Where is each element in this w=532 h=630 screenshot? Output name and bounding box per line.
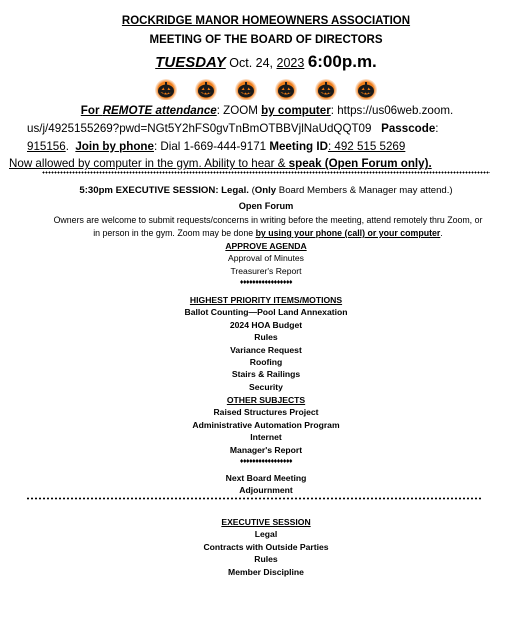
- approve-agenda-section: [0, 240, 532, 290]
- jack-o-lantern-icon: [195, 78, 217, 100]
- phone-computer-link: by using your phone (call) or your computer: [255, 228, 441, 238]
- open-forum-title: Open Forum: [238, 201, 294, 211]
- executive-session-section: [0, 516, 532, 578]
- list-item: Adjournment: [239, 485, 293, 496]
- meeting-day: TUESDAY: [155, 54, 226, 71]
- list-item: Internet: [250, 432, 282, 443]
- list-item: Approval of Minutes: [228, 253, 304, 264]
- list-item: Variance Request: [230, 344, 302, 355]
- open-forum-text: Owners are welcome to submit requests/concerns in writing before the meeting, attend remotely thru Zoom, or in person in the gym. Zoom may be done by using your phone (call) or your computer.: [53, 215, 483, 238]
- list-item: Rules: [254, 554, 278, 565]
- dotted-divider: [42, 171, 490, 174]
- other-subjects-section: [0, 394, 532, 468]
- remote-attendance-block: For REMOTE attendance: ZOOM by computer: https://us06web.zoom. us/j/4925155269?pwd=NGt5Y2hFS0gvTnBmOTBBVjlNaUdQQT09 Passcode: 915156. Join by phone: Dial 1-669-444-9171 Meeting ID: 492 515 5269 Now allowed by computer in the gym. Ability to hear & speak (Open Forum only).: [44, 102, 490, 173]
- meeting-id-label: Meeting ID: [269, 139, 328, 153]
- list-item: Security: [249, 381, 283, 392]
- jack-o-lantern-icon: [315, 78, 337, 100]
- dial-number[interactable]: : Dial 1-669-444-9171: [153, 139, 270, 153]
- list-item: Treasurer's Report: [230, 265, 302, 276]
- other-subjects-title: OTHER SUBJECTS: [226, 395, 306, 405]
- join-by-phone-label: Join by phone: [75, 139, 154, 153]
- list-item: Manager's Report: [229, 444, 303, 455]
- dotted-divider: [26, 497, 482, 500]
- passcode-value: 915156: [27, 139, 66, 153]
- meeting-year: 2023: [276, 56, 305, 70]
- meeting-date: Oct. 24,: [229, 56, 274, 70]
- list-item: Next Board Meeting: [225, 473, 307, 483]
- org-title: ROCKRIDGE MANOR HOMEOWNERS ASSOCIATION: [121, 15, 411, 27]
- jack-o-lantern-icon: [155, 78, 177, 100]
- meeting-time: 6:00p.m.: [307, 52, 377, 71]
- executive-session-title: EXECUTIVE SESSION: [221, 517, 311, 527]
- list-item: Stairs & Railings: [231, 369, 301, 380]
- list-item: Roofing: [249, 356, 283, 367]
- priority-section: [0, 294, 532, 393]
- list-item: Legal: [254, 529, 278, 540]
- zoom-url-part2[interactable]: us/j/4925155269?pwd=NGt5Y2hFS0gvTnBmOTBBVjlNaUdQQT09: [27, 121, 372, 135]
- diamond-divider: ♦♦♦♦♦♦♦♦♦♦♦♦♦♦♦♦♦: [239, 457, 293, 465]
- jack-o-lantern-icon: [355, 78, 377, 100]
- list-item: Administrative Automation Program: [192, 419, 340, 430]
- meeting-id-value: : 492 515 5269: [327, 139, 406, 153]
- passcode-label: Passcode: [381, 121, 436, 135]
- list-item: Raised Structures Project: [213, 407, 319, 418]
- list-item: Contracts with Outside Parties: [203, 541, 329, 552]
- jack-o-lantern-icon: [275, 78, 297, 100]
- remote-attendance-label: REMOTE attendance: [102, 104, 217, 117]
- meeting-date-line: [0, 52, 532, 72]
- pumpkin-row: [155, 78, 380, 102]
- executive-session-note: 5:30pm EXECUTIVE SESSION: Legal. (Only Board Members & Manager may attend.): [79, 185, 453, 196]
- zoom-url-part1[interactable]: : https://us06web.zoom.: [330, 104, 454, 117]
- list-item: Member Discipline: [228, 566, 304, 577]
- by-computer-label: by computer: [261, 104, 331, 117]
- list-item: Ballot Counting—Pool Land Annexation: [184, 307, 348, 318]
- diamond-divider: ♦♦♦♦♦♦♦♦♦♦♦♦♦♦♦♦♦: [239, 279, 293, 287]
- list-item: Rules: [254, 332, 278, 343]
- list-item: 2024 HOA Budget: [229, 319, 303, 330]
- approve-agenda-title: APPROVE AGENDA: [225, 241, 307, 251]
- closing-section: [0, 472, 532, 497]
- jack-o-lantern-icon: [235, 78, 257, 100]
- priority-title: HIGHEST PRIORITY ITEMS/MOTIONS: [189, 295, 343, 305]
- meeting-title: MEETING OF THE BOARD OF DIRECTORS: [149, 34, 383, 46]
- gym-note: Now allowed by computer in the gym. Ability to hear & speak (Open Forum only).: [9, 157, 432, 171]
